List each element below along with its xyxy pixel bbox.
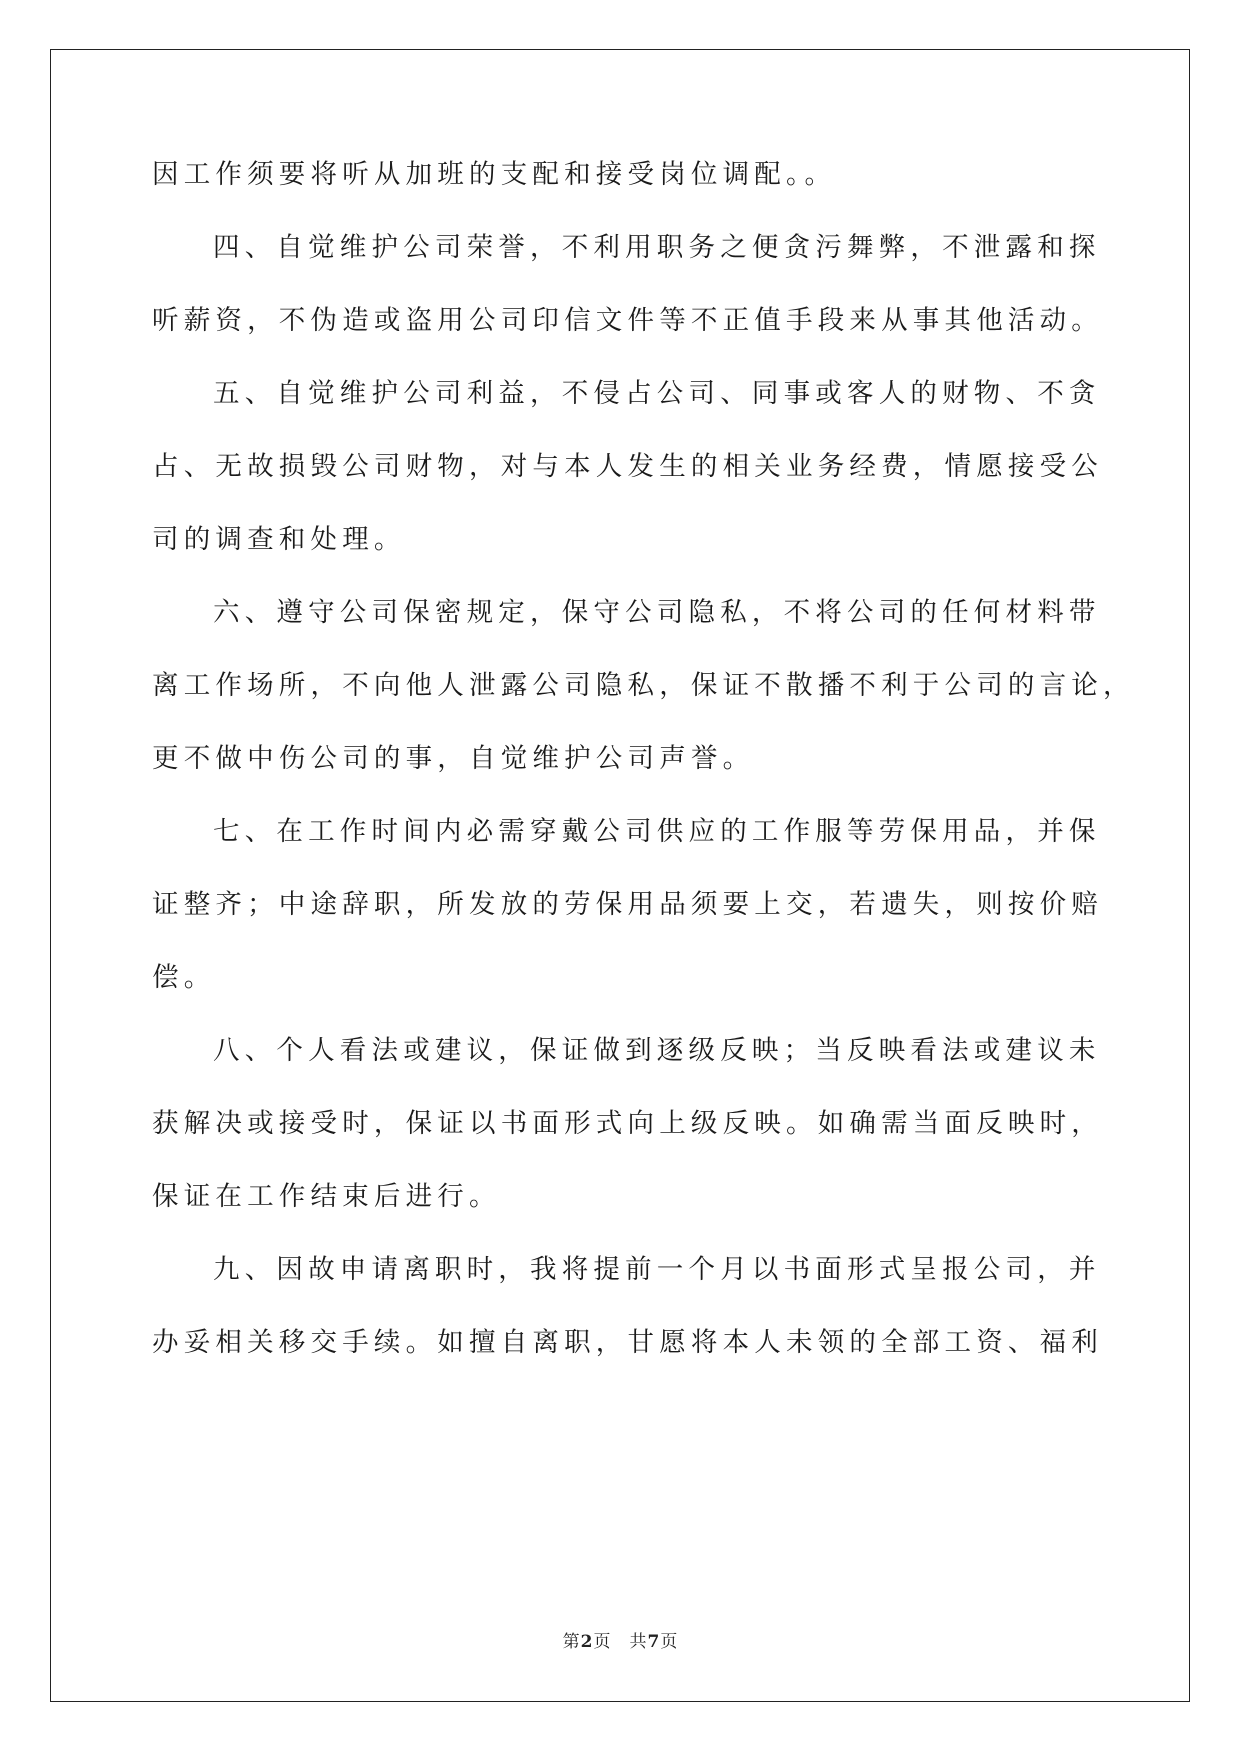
paragraph-8-line-1: 八、个人看法或建议，保证做到逐级反映；当反映看法或建议未 [213, 1035, 1101, 1066]
paragraph-5-line-2: 占、无故损毁公司财物，对与本人发生的相关业务经费，情愿接受公 [152, 451, 1103, 482]
page-suffix: 页 [593, 1632, 612, 1652]
total-pages: 7 [647, 1632, 661, 1652]
paragraph-6-line-2: 离工作场所，不向他人泄露公司隐私，保证不散播不利于公司的言论， [152, 670, 1135, 701]
page-footer [0, 1627, 1241, 1652]
paragraph-4-line-2: 听薪资，不伪造或盗用公司印信文件等不正值手段来从事其他活动。 [152, 305, 1103, 336]
paragraph-4-line-1: 四、自觉维护公司荣誉，不利用职务之便贪污舞弊，不泄露和探 [213, 232, 1101, 263]
paragraph-7-line-1: 七、在工作时间内必需穿戴公司供应的工作服等劳保用品，并保 [213, 816, 1101, 847]
paragraph-7-line-2: 证整齐；中途辞职，所发放的劳保用品须要上交，若遗失，则按价赔 [152, 889, 1103, 920]
page-prefix: 第 [562, 1632, 581, 1652]
paragraph-5-line-1: 五、自觉维护公司利益，不侵占公司、同事或客人的财物、不贪 [213, 378, 1101, 409]
page-border [50, 49, 1190, 1702]
text-line: 因工作须要将听从加班的支配和接受岗位调配。。 [152, 159, 837, 190]
paragraph-8-line-2: 获解决或接受时，保证以书面形式向上级反映。如确需当面反映时， [152, 1108, 1103, 1139]
paragraph-9-line-2: 办妥相关移交手续。如擅自离职，甘愿将本人未领的全部工资、福利 [152, 1327, 1103, 1358]
paragraph-6-line-3: 更不做中伤公司的事，自觉维护公司声誉。 [152, 743, 755, 774]
paragraph-7-line-3: 偿。 [152, 962, 216, 993]
total-prefix: 共 [629, 1632, 648, 1652]
paragraph-8-line-3: 保证在工作结束后进行。 [152, 1181, 501, 1212]
paragraph-9-line-1: 九、因故申请离职时，我将提前一个月以书面形式呈报公司，并 [213, 1254, 1101, 1285]
total-suffix: 页 [660, 1632, 679, 1652]
paragraph-5-line-3: 司的调查和处理。 [152, 524, 406, 555]
page-number: 2 [580, 1632, 594, 1652]
paragraph-6-line-1: 六、遵守公司保密规定，保守公司隐私，不将公司的任何材料带 [213, 597, 1101, 628]
